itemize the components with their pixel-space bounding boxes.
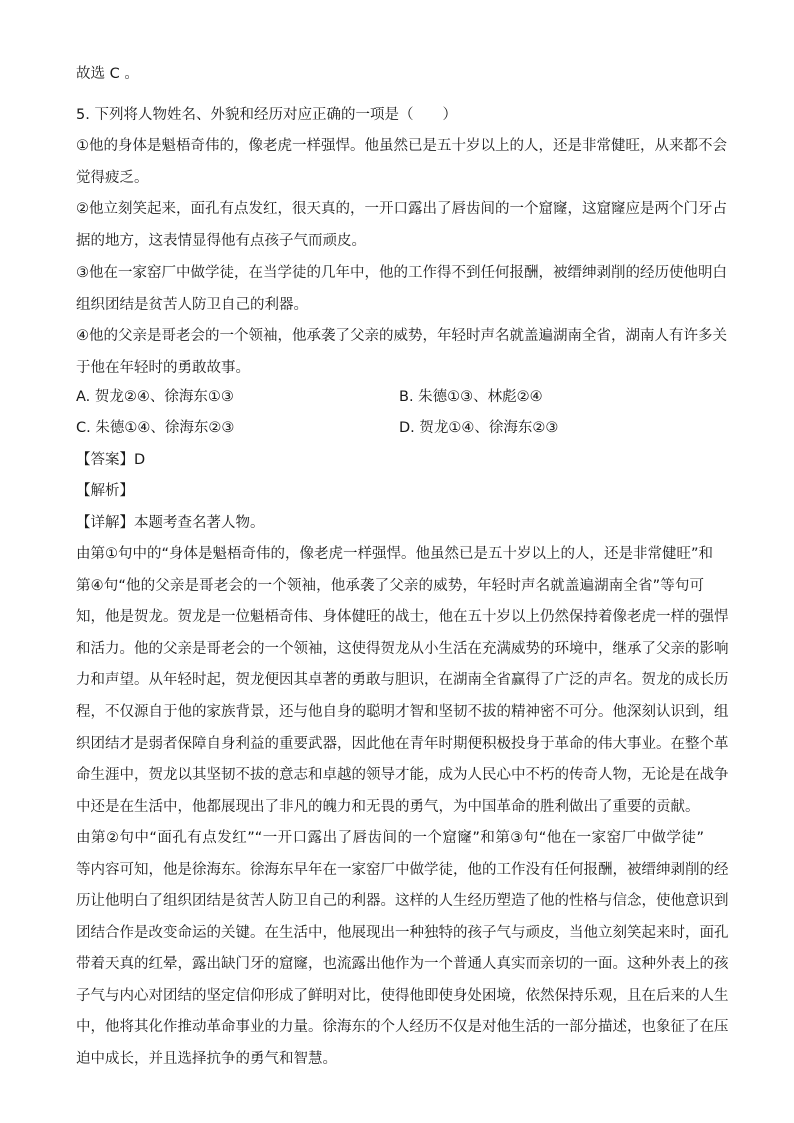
detail-line-7: 程，不仅源自于他的家族背景，还与他自身的聪明才智和坚韧不拔的精神密不可分。他深刻认识到，组: [76, 704, 729, 720]
detail-line-10: 中还是在生活中，他都展现出了非凡的魄力和无畏的勇气，为中国革命的胜利做出了重要的贡献。: [76, 799, 700, 815]
answer-line: [76, 450, 145, 470]
item-2-line-1: ②他立刻笑起来，面孔有点发红，很天真的，一开口露出了唇齿间的一个窟窿，这窟窿应是两个门牙占: [76, 201, 727, 217]
detail-line-16: 子气与内心对团结的坚定信仰形成了鲜明对比，使得他即使身处困境，依然保持乐观，且在后来的人生: [76, 988, 729, 1004]
detail-line-8: 织团结才是弱者保障自身利益的重要武器，因此他在青年时期便积极投身于革命的伟大事业。在整个革: [76, 736, 729, 752]
detail-line-2: 由第①句中的“身体是魁梧奇伟的，像老虎一样强悍。他虽然已是五十岁以上的人，还是非常健旺”和: [76, 546, 714, 562]
answer-label: 【答案】: [76, 452, 134, 468]
option-b: B. 朱德①③、林彪②④: [399, 389, 543, 405]
detail-line-4: 知，他是贺龙。贺龙是一位魁梧奇伟、身体健旺的战士，他在五十岁以上仍然保持着像老虎一样的强悍: [76, 609, 729, 625]
detail-line-5: 和活力。他的父亲是哥老会的一个领袖，这使得贺龙从小生活在充满威势的环境中，继承了父亲的影响: [76, 641, 729, 657]
question-stem: 5. 下列将人物姓名、外貌和经历对应正确的一项是（ ）: [76, 107, 457, 123]
detail-line-11: 由第②句中“面孔有点发红”“一开口露出了唇齿间的一个窟窿”和第③句“他在一家窑厂中做学徒”: [76, 830, 704, 846]
previous-conclusion: 故选 C 。: [76, 66, 139, 82]
item-2-line-2: 据的地方，这表情显得他有点孩子气而顽皮。: [76, 233, 366, 249]
item-3-line-2: 组织团结是贫苦人防卫自己的利器。: [76, 297, 308, 313]
detail-line-9: 命生涯中，贺龙以其坚韧不拔的意志和卓越的领导才能，成为人民心中不朽的传奇人物，无论是在战争: [76, 767, 729, 783]
detail-line-14: 团结合作是改变命运的关键。在生活中，他展现出一种独特的孩子气与顽皮，当他立刻笑起来时，面孔: [76, 925, 729, 941]
detail-line-3: 第④句“他的父亲是哥老会的一个领袖，他承袭了父亲的威势，年轻时声名就盖遍湖南全省”等句可: [76, 578, 704, 594]
detail-line-1: 【详解】本题考查名著人物。: [76, 515, 265, 531]
detail-line-18: 迫中成长，并且选择抗争的勇气和智慧。: [76, 1051, 337, 1067]
item-1-line-2: 觉得疲乏。: [76, 170, 149, 186]
item-4-line-1: ④他的父亲是哥老会的一个领袖，他承袭了父亲的威势，年轻时声名就盖遍湖南全省，湖南人有许多关: [76, 328, 727, 344]
detail-line-6: 力和声望。从年轻时起，贺龙便因其卓著的勇敢与胆识，在湖南全省赢得了广泛的声名。贺龙的成长历: [76, 672, 729, 688]
item-1-line-1: ①他的身体是魁梧奇伟的，像老虎一样强悍。他虽然已是五十岁以上的人，还是非常健旺，从来都不会: [76, 138, 727, 154]
answer-value: D: [134, 452, 146, 468]
item-4-line-2: 于他在年轻时的勇敢故事。: [76, 360, 250, 376]
detail-line-15: 带着天真的红晕，露出缺门牙的窟窿，也流露出他作为一个普通人真实而亲切的一面。这种外表上的孩: [76, 956, 729, 972]
detail-line-17: 中，他将其化作推动革命事业的力量。徐海东的个人经历不仅是对他生活的一部分描述，也象征了在压: [76, 1019, 729, 1035]
item-3-line-1: ③他在一家窑厂中做学徒，在当学徒的几年中，他的工作得不到任何报酬，被缙绅剥削的经历使他明白: [76, 265, 727, 281]
detail-line-12: 等内容可知，他是徐海东。徐海东早年在一家窑厂中做学徒，他的工作没有任何报酬，被缙绅剥削的经: [76, 862, 729, 878]
analysis-label: 【解析】: [76, 483, 134, 499]
detail-line-13: 历让他明白了组织团结是贫苦人防卫自己的利器。这样的人生经历塑造了他的性格与信念，使他意识到: [76, 893, 729, 909]
option-a: A. 贺龙②④、徐海东①③: [76, 389, 234, 405]
option-d: D. 贺龙①④、徐海东②③: [399, 420, 559, 436]
option-c: C. 朱德①④、徐海东②③: [76, 420, 235, 436]
